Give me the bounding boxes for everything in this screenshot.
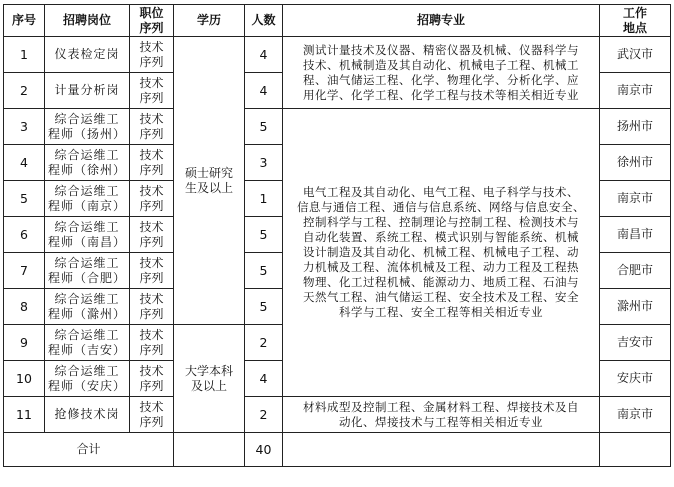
- series-line1: 技术: [139, 363, 164, 378]
- total-major-empty: [283, 433, 600, 467]
- position-line1: 综合运维工: [54, 327, 120, 342]
- row-series: [130, 73, 174, 109]
- row-position: [45, 109, 130, 145]
- row-position: [45, 253, 130, 289]
- major-group-1: [283, 37, 600, 109]
- row-location: 徐州市: [600, 145, 671, 181]
- row-series: [130, 289, 174, 325]
- row-count: 4: [245, 37, 283, 73]
- series-line1: 技术: [139, 147, 164, 162]
- row-location: 南昌市: [600, 217, 671, 253]
- row-series: [130, 361, 174, 397]
- total-education-empty: [174, 433, 245, 467]
- position-line2: 程师（扬州）: [48, 126, 127, 141]
- series-line2: 序列: [139, 90, 164, 105]
- row-no: 8: [4, 289, 45, 325]
- row-no: 3: [4, 109, 45, 145]
- header-education: 学历: [174, 5, 245, 37]
- header-location-line2: 地点: [622, 20, 647, 35]
- row-series: [130, 145, 174, 181]
- series-line1: 技术: [139, 75, 164, 90]
- position-line1: 综合运维工: [54, 255, 120, 270]
- row-count: 4: [245, 73, 283, 109]
- major-line: 动化、焊接技术与工程等相关相近专业: [339, 414, 543, 429]
- position-line2: 程师（安庆）: [48, 378, 127, 393]
- education-masters-line1: 硕士研究: [184, 165, 233, 180]
- header-position: 招聘岗位: [45, 5, 130, 37]
- series-line2: 序列: [139, 342, 164, 357]
- position-line1: 综合运维工: [54, 111, 120, 126]
- row-no: 11: [4, 397, 45, 433]
- major-line: 用化学、化学工程、化学工程与技术等相关相近专业: [303, 87, 579, 102]
- major-line: 信息与通信工程、通信与信息系统、网络与信息安全、: [297, 200, 585, 214]
- row-count: 5: [245, 253, 283, 289]
- recruitment-table: [3, 4, 671, 467]
- row-no: 1: [4, 37, 45, 73]
- series-line1: 技术: [139, 183, 164, 198]
- table-row: [4, 397, 671, 433]
- series-line1: 技术: [139, 399, 164, 414]
- major-line: 自动化装置、系统工程、模式识别与智能系统、机械: [303, 230, 579, 244]
- position-line2: 程师（吉安）: [48, 342, 127, 357]
- row-location: 武汉市: [600, 37, 671, 73]
- row-location: 南京市: [600, 73, 671, 109]
- row-location: 安庆市: [600, 361, 671, 397]
- row-location: 南京市: [600, 181, 671, 217]
- position-line2: 程师（徐州）: [48, 162, 127, 177]
- row-location: 吉安市: [600, 325, 671, 361]
- row-series: [130, 109, 174, 145]
- education-masters: [174, 37, 245, 325]
- header-location: [600, 5, 671, 37]
- row-no: 5: [4, 181, 45, 217]
- series-line2: 序列: [139, 378, 164, 393]
- position-line2: 程师（滁州）: [48, 306, 127, 321]
- row-position: [45, 217, 130, 253]
- row-position: [45, 361, 130, 397]
- row-count: 3: [245, 145, 283, 181]
- position-line2: 程师（南昌）: [48, 234, 127, 249]
- header-no: 序号: [4, 5, 45, 37]
- major-line: 设计制造及其自动化、机械工程、机械电子工程、动: [303, 245, 579, 259]
- header-count: 人数: [245, 5, 283, 37]
- position-line2: 程师（合肥）: [48, 270, 127, 285]
- education-bachelor-line1: 大学本科: [184, 363, 233, 378]
- row-location: 滁州市: [600, 289, 671, 325]
- total-count: 40: [245, 433, 283, 467]
- row-series: [130, 37, 174, 73]
- series-line2: 序列: [139, 198, 164, 213]
- row-position: 抢修技术岗: [45, 397, 130, 433]
- total-location-empty: [600, 433, 671, 467]
- position-line1: 综合运维工: [54, 291, 120, 306]
- row-location: 扬州市: [600, 109, 671, 145]
- position-line1: 综合运维工: [54, 147, 120, 162]
- row-no: 7: [4, 253, 45, 289]
- series-line2: 序列: [139, 414, 164, 429]
- major-line: 科学与工程、安全工程等相关相近专业: [339, 305, 543, 319]
- series-line1: 技术: [139, 327, 164, 342]
- education-bachelor: [174, 325, 245, 433]
- education-masters-line2: 生及以上: [184, 180, 233, 195]
- major-line: 测试计量技术及仪器、精密仪器及机械、仪器科学与: [303, 42, 579, 57]
- header-row: [4, 5, 671, 37]
- row-count: 1: [245, 181, 283, 217]
- major-line: 材料成型及控制工程、金属材料工程、焊接技术及自: [303, 399, 579, 414]
- row-no: 9: [4, 325, 45, 361]
- row-position: [45, 289, 130, 325]
- row-no: 4: [4, 145, 45, 181]
- row-no: 6: [4, 217, 45, 253]
- series-line1: 技术: [139, 111, 164, 126]
- series-line2: 序列: [139, 54, 164, 69]
- header-series: [130, 5, 174, 37]
- series-line2: 序列: [139, 306, 164, 321]
- row-series: [130, 181, 174, 217]
- row-position: 仪表检定岗: [45, 37, 130, 73]
- header-series-line2: 序列: [139, 20, 164, 35]
- row-no: 10: [4, 361, 45, 397]
- series-line2: 序列: [139, 270, 164, 285]
- row-count: 2: [245, 325, 283, 361]
- header-major: 招聘专业: [283, 5, 600, 37]
- major-line: 技术、机械制造及其自动化、机械电子工程、机械工: [303, 57, 579, 72]
- major-line: 电气工程及其自动化、电气工程、电子科学与技术、: [303, 185, 579, 199]
- series-line1: 技术: [139, 39, 164, 54]
- series-line2: 序列: [139, 234, 164, 249]
- series-line1: 技术: [139, 255, 164, 270]
- header-series-line1: 职位: [139, 5, 164, 20]
- position-line2: 程师（南京）: [48, 198, 127, 213]
- header-location-line1: 工作: [622, 5, 647, 20]
- row-count: 5: [245, 109, 283, 145]
- row-count: 5: [245, 289, 283, 325]
- major-line: 控制科学与工程、控制理论与控制工程、检测技术与: [303, 215, 579, 229]
- major-line: 力机械及工程、流体机械及工程、动力工程及工程热: [303, 260, 579, 274]
- row-series: [130, 397, 174, 433]
- row-position: [45, 145, 130, 181]
- row-count: 4: [245, 361, 283, 397]
- total-label: 合计: [4, 433, 174, 467]
- row-series: [130, 253, 174, 289]
- major-group-3: [283, 397, 600, 433]
- total-row: [4, 433, 671, 467]
- table-row: [4, 37, 671, 73]
- series-line1: 技术: [139, 219, 164, 234]
- row-series: [130, 325, 174, 361]
- position-line1: 综合运维工: [54, 219, 120, 234]
- row-count: 2: [245, 397, 283, 433]
- series-line2: 序列: [139, 126, 164, 141]
- series-line2: 序列: [139, 162, 164, 177]
- row-no: 2: [4, 73, 45, 109]
- row-count: 5: [245, 217, 283, 253]
- row-location: 合肥市: [600, 253, 671, 289]
- series-line1: 技术: [139, 291, 164, 306]
- row-position: [45, 325, 130, 361]
- table-row: [4, 109, 671, 145]
- education-bachelor-line2: 及以上: [190, 378, 227, 393]
- major-line: 程、油气储运工程、化学、物理化学、分析化学、应: [303, 72, 579, 87]
- row-series: [130, 217, 174, 253]
- row-position: [45, 181, 130, 217]
- position-line1: 综合运维工: [54, 363, 120, 378]
- major-line: 物理、化工过程机械、能源动力、地质工程、石油与: [303, 275, 579, 289]
- row-position: 计量分析岗: [45, 73, 130, 109]
- major-line: 天然气工程、油气储运工程、安全技术及工程、安全: [303, 290, 579, 304]
- major-group-2: [283, 109, 600, 397]
- row-location: 南京市: [600, 397, 671, 433]
- position-line1: 综合运维工: [54, 183, 120, 198]
